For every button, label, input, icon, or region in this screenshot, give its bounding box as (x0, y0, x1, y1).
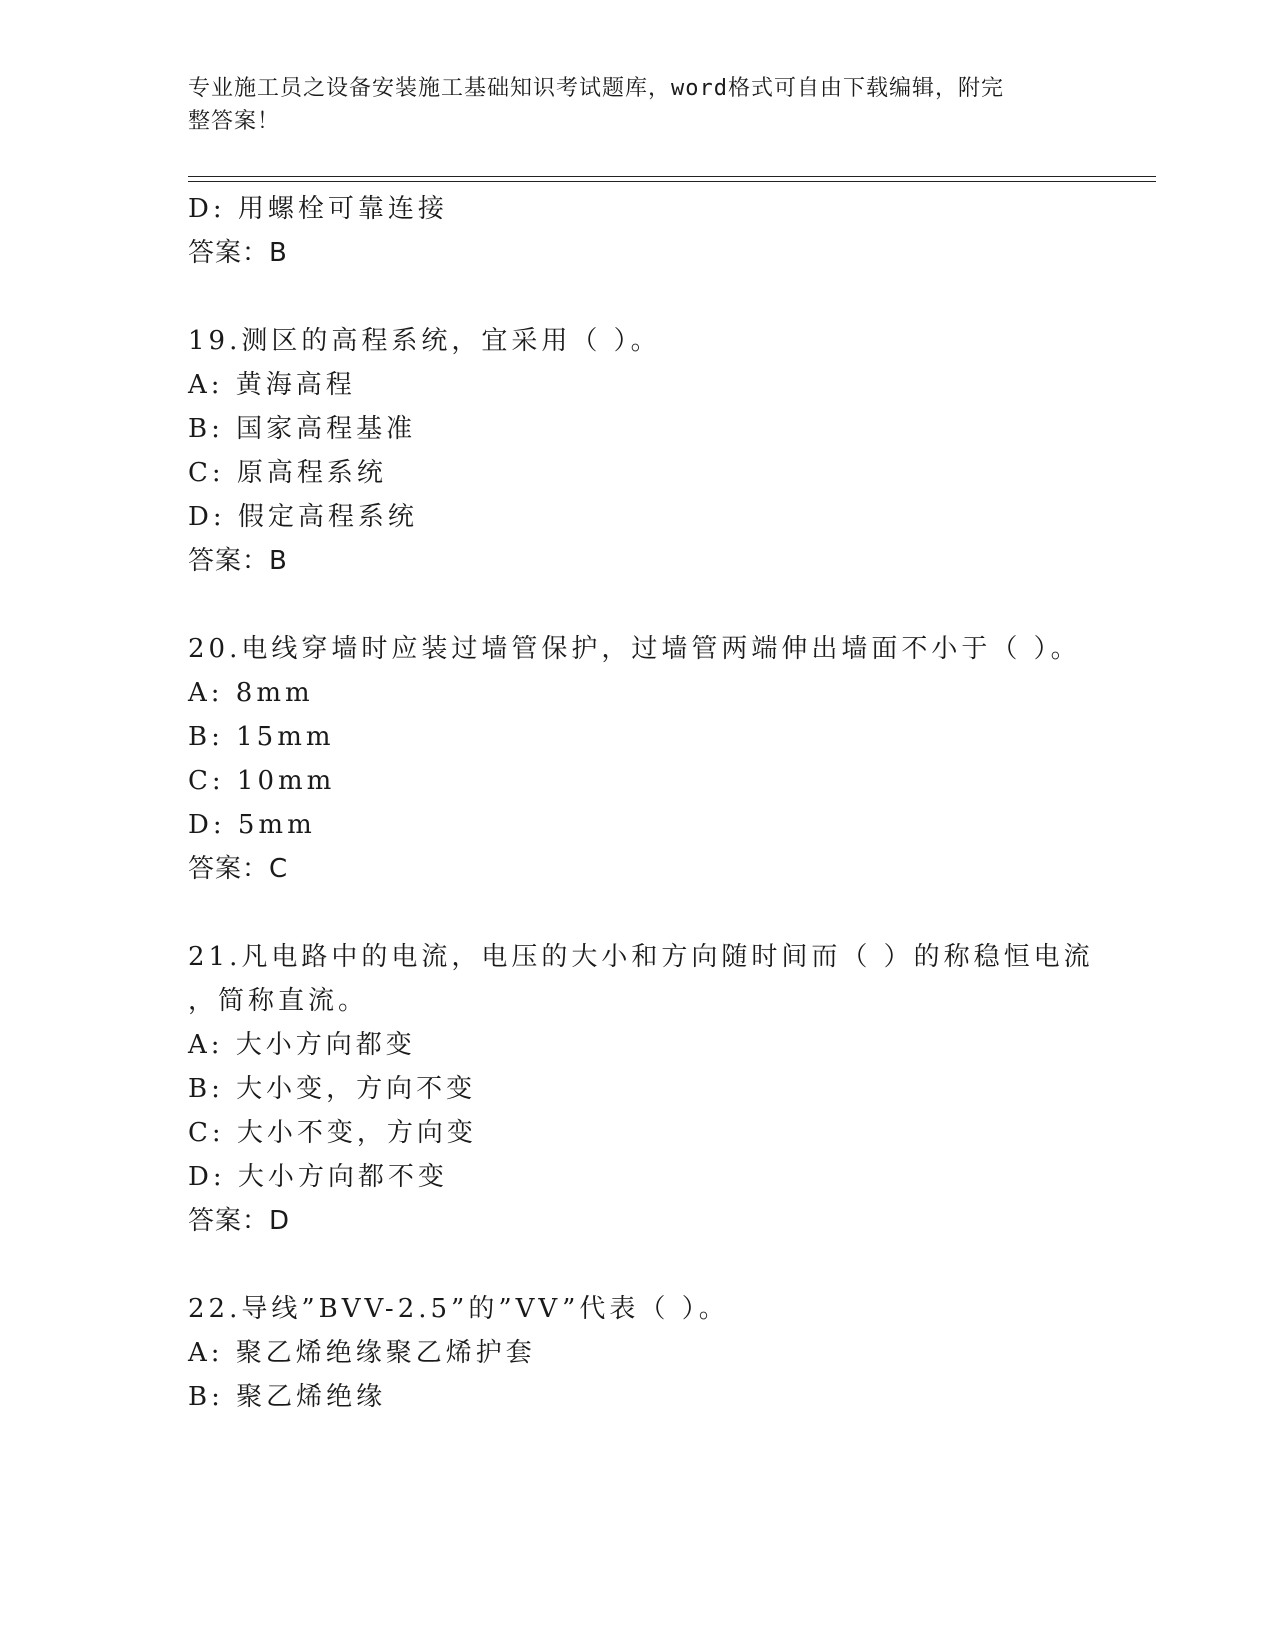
q22-question: 22.导线”BVV-2.5”的”VV”代表（ ）。 (188, 1294, 729, 1324)
q21-option-d: D: 大小方向都不变 (188, 1162, 448, 1192)
q19-option-b: B: 国家高程基准 (188, 414, 417, 444)
header-line-1: 专业施工员之设备安装施工基础知识考试题库，word格式可自由下载编辑，附完 (188, 76, 1004, 101)
q21-question-line-2: ，简称直流。 (188, 986, 369, 1016)
q21-question-line-1: 21.凡电路中的电流，电压的大小和方向随时间而（ ）的称稳恒电流 (188, 942, 1094, 972)
header-divider-top (188, 176, 1156, 177)
q18-answer: 答案：B (188, 238, 288, 268)
q19-option-a: A: 黄海高程 (188, 370, 356, 400)
q22-option-b: B: 聚乙烯绝缘 (188, 1382, 387, 1412)
header-divider-bottom (188, 181, 1156, 182)
q21-answer: 答案：D (188, 1206, 291, 1236)
q19-option-d: D: 假定高程系统 (188, 502, 418, 532)
q20-answer: 答案：C (188, 854, 289, 884)
q19-answer: 答案：B (188, 546, 288, 576)
q19-question: 19.测区的高程系统，宜采用（ ）。 (188, 326, 661, 356)
q20-option-a: A: 8mm (188, 678, 314, 708)
q21-option-c: C: 大小不变，方向变 (188, 1118, 477, 1148)
q22-option-a: A: 聚乙烯绝缘聚乙烯护套 (188, 1338, 536, 1368)
q20-option-c: C: 10mm (188, 766, 336, 796)
q20-option-b: B: 15mm (188, 722, 335, 752)
q18-option-d: D: 用螺栓可靠连接 (188, 194, 448, 224)
q19-option-c: C: 原高程系统 (188, 458, 387, 488)
header-line-2: 整答案！ (188, 109, 281, 134)
document-header (188, 72, 1068, 138)
q21-option-a: A: 大小方向都变 (188, 1030, 416, 1060)
q21-option-b: B: 大小变，方向不变 (188, 1074, 477, 1104)
q20-question: 20.电线穿墙时应装过墙管保护，过墙管两端伸出墙面不小于（ ）。 (188, 634, 1081, 664)
q20-option-d: D: 5mm (188, 810, 316, 840)
